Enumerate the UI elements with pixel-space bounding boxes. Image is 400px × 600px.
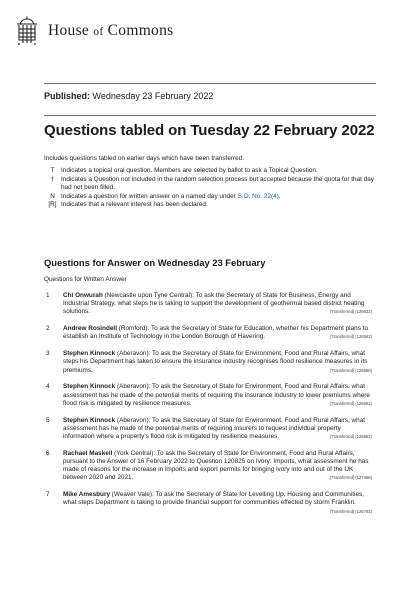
question-item xyxy=(44,491,372,516)
intro-text: Includes questions tabled on earlier days which have been transferred. xyxy=(44,155,245,162)
page-title: Questions tabled on Tuesday 22 February 2022 xyxy=(44,122,375,139)
question-number: 2 xyxy=(46,325,50,333)
question-number: 4 xyxy=(46,383,50,391)
legend-symbol: [R] xyxy=(48,201,57,209)
question-number: 6 xyxy=(46,449,50,457)
question-text: To ask the Secretary of State for Education, whether his Department plans to establish an Institute of Technology in the London Borough of Havering. xyxy=(63,325,369,341)
question-number: 1 xyxy=(46,292,50,299)
constituency: (Weaver Vale): xyxy=(110,491,156,499)
member-name: Stephen Kinnock xyxy=(63,383,116,391)
question-text: To ask the Secretary of State for Levelling Up, Housing and Communities, what steps Department is taking to provide financial support for communities effected by storm Franklin. xyxy=(63,491,364,507)
question-item xyxy=(44,450,372,483)
question-body xyxy=(63,292,372,317)
question-number: 7 xyxy=(46,491,50,499)
question-text: To ask the Secretary of State for Environment, Food and Rural Affairs, what assessment has he made of the potential merits of requiring insurers to request individual property information where a property's flood risk is mitigated by resilience measures. xyxy=(63,416,366,441)
question-reference: [Transferred] (126582) xyxy=(330,334,372,340)
house-of-commons-wordmark: House of Commons xyxy=(48,22,174,39)
question-reference: [Transferred] (126682) xyxy=(330,434,372,440)
legend-symbol: † xyxy=(50,175,55,183)
member-name: Mike Amesbury xyxy=(63,491,110,499)
question-item xyxy=(44,383,372,408)
question-body xyxy=(63,417,372,442)
member-name: Chi Onwurah xyxy=(63,292,103,299)
question-item xyxy=(44,292,372,317)
legend-item xyxy=(44,193,374,202)
question-item xyxy=(44,350,372,375)
constituency: (Newcastle upon Tyne Central): xyxy=(102,292,196,299)
standing-order-link[interactable]: S.O. No. 22(4) xyxy=(237,192,279,200)
symbol-legend xyxy=(44,167,374,210)
constituency: (Aberavon): xyxy=(115,350,153,358)
legend-text: Indicates a question for written answer on a named day under S.O. No. 22(4). xyxy=(61,192,281,200)
legend-item xyxy=(44,201,374,210)
member-name: Rachael Maskell xyxy=(63,449,113,457)
question-number: 3 xyxy=(46,350,50,358)
published-line xyxy=(44,91,213,101)
question-reference: [Transferred] (127468) xyxy=(330,475,372,481)
question-reference: [Transferred] (126680) xyxy=(330,367,372,373)
constituency: (York Central): xyxy=(112,449,157,457)
question-number: 5 xyxy=(46,416,50,424)
question-text: To ask the Secretary of State for Environment, Food and Rural Affairs, what steps his Department has taken to ensure the insurance industry recognises flood resilience measures in its premiums. xyxy=(63,350,368,374)
question-reference: [Transferred] (126632) xyxy=(330,309,372,315)
section-heading: Questions for Answer on Wednesday 23 February xyxy=(44,257,266,268)
question-text: To ask the Secretary of State for Environment, Food and Rural Affairs, what assessment has he made of the potential merits of requiring the insurance industry to lower premiums where flood risk is mitigated by resilience measures. xyxy=(63,383,370,407)
published-date: Wednesday 23 February 2022 xyxy=(92,91,214,101)
question-text: To ask the Secretary of State for Business, Energy and Industrial Strategy, what steps he is taking to support the development of geothermal based district heating solutions. xyxy=(63,292,365,316)
member-name: Andrew Rosindell xyxy=(63,325,117,333)
middle-divider xyxy=(44,115,376,116)
legend-symbol: T xyxy=(50,167,55,174)
question-reference: [Transferred] (126681) xyxy=(330,400,372,406)
member-name: Stephen Kinnock xyxy=(63,350,116,358)
legend-text: Indicates a Question not included in the random selection process but accepted because the quota for that day had not been filled. xyxy=(61,175,374,192)
question-item xyxy=(44,325,372,341)
question-reference: [Transferred] (126792) xyxy=(330,508,372,514)
question-list xyxy=(44,292,372,524)
constituency: (Romford): xyxy=(116,325,151,333)
member-name: Stephen Kinnock xyxy=(63,416,116,424)
legend-text: Indicates a topical oral question. Members are selected by ballot to ask a Topical Question. xyxy=(61,167,318,174)
legend-item xyxy=(44,167,374,176)
question-text: To ask the Secretary of State for Environment, Food and Rural Affairs, pursuant to the Answer of 16 February 2022 to Question 120825 on Ivory: Imports, what assessment he has made of reasons for the increase in imports and export permits for bringing ivory into and out of the UK between 2020 and 2021. xyxy=(63,449,369,482)
legend-text: Indicates that a relevant interest has been declared. xyxy=(61,201,208,209)
question-item xyxy=(44,417,372,442)
question-body xyxy=(63,491,372,516)
portcullis-logo-icon xyxy=(16,16,38,46)
constituency: (Aberavon): xyxy=(115,383,153,391)
legend-item xyxy=(44,176,374,193)
section-subheading: Questions for Written Answer xyxy=(44,276,127,283)
question-body xyxy=(63,450,372,483)
question-body xyxy=(63,325,372,341)
published-label: Published: xyxy=(44,91,91,101)
question-body xyxy=(63,383,372,408)
top-divider xyxy=(44,83,376,84)
page-header xyxy=(16,14,173,48)
constituency: (Aberavon): xyxy=(115,416,153,424)
question-body xyxy=(63,350,372,375)
legend-symbol: N xyxy=(50,192,55,200)
